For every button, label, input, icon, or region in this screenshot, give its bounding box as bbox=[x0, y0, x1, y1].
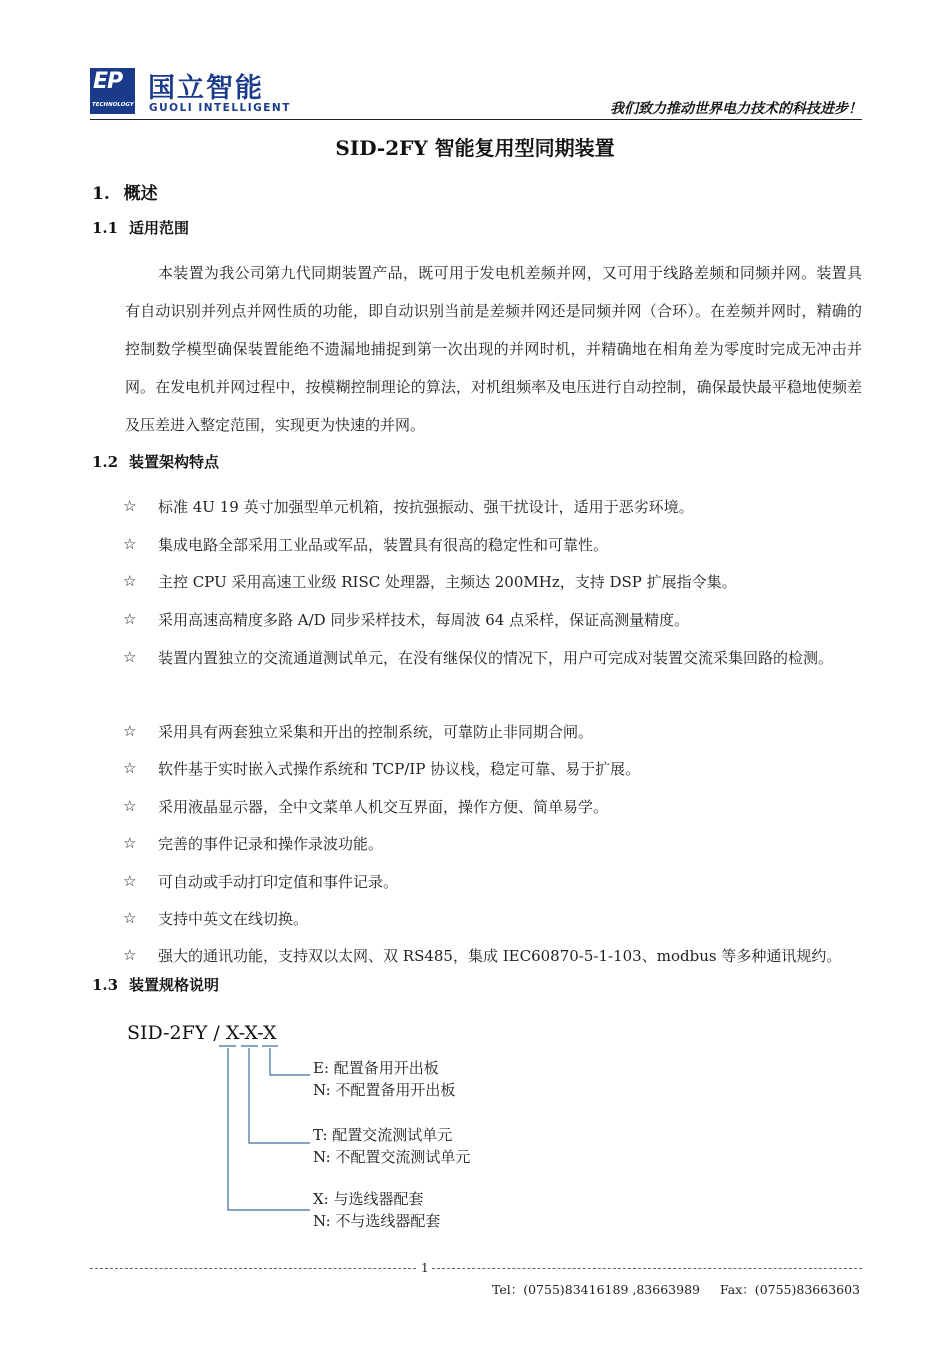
star-bullet-icon: ☆ bbox=[123, 946, 137, 964]
feature-text: 装置内置独立的交流通道测试单元，在没有继保仪的情况下，用户可完成对装置交流采集回路的检测。 bbox=[158, 649, 834, 667]
star-bullet-icon: ☆ bbox=[123, 797, 137, 815]
section-number: 1.3 bbox=[92, 976, 119, 994]
contact-info bbox=[492, 1280, 860, 1298]
star-bullet-icon: ☆ bbox=[123, 535, 137, 553]
option-n-test: N: 不配置交流测试单元 bbox=[313, 1148, 471, 1166]
company-logo bbox=[90, 68, 290, 116]
section-number: 1.1 bbox=[92, 219, 119, 237]
contact-tel: Tel：(0755)83416189 ,83663989 bbox=[491, 1282, 700, 1297]
section-1-heading bbox=[92, 179, 158, 204]
star-bullet-icon: ☆ bbox=[123, 497, 137, 515]
header-divider bbox=[90, 119, 862, 120]
paragraph-text: 本装置为我公司第九代同期装置产品，既可用于发电机差频并网，又可用于线路差频和同频并网。装置具有自动识别并列点并网性质的功能，即自动识别当前是差频并网还是同频并网（合环）。在差频并网时，精确的控制数学模型确保装置能绝不遗漏地捕捉到第一次出现的并网时机，并精确地在相角差为零度时完成无冲击并网。在发电机并网过程中，按模糊控制理论的算法，对机组频率及电压进行自动控制，确保最快最平稳地使频差及压差进入整定范围，实现更为快速的并网。 bbox=[125, 264, 862, 434]
feature-text: 支持中英文在线切换。 bbox=[158, 910, 309, 928]
footer-divider-right bbox=[432, 1268, 862, 1269]
option-n-selector: N: 不与选线器配套 bbox=[313, 1212, 441, 1230]
feature-text: 采用具有两套独立采集和开出的控制系统，可靠防止非同期合闸。 bbox=[158, 723, 594, 741]
option-e: E: 配置备用开出板 bbox=[313, 1059, 439, 1077]
feature-text: 标准 4U 19 英寸加强型单元机箱，按抗强振动、强干扰设计，适用于恶劣环境。 bbox=[158, 498, 694, 516]
document-title: SID-2FY 智能复用型同期装置 bbox=[335, 136, 615, 160]
section-title: 装置规格说明 bbox=[129, 976, 220, 994]
model-code: SID-2FY / X-X-X bbox=[127, 1022, 277, 1044]
brand-name-en: GUOLI INTELLIGENT bbox=[149, 102, 291, 114]
star-bullet-icon: ☆ bbox=[123, 759, 137, 777]
footer-divider-left bbox=[90, 1268, 416, 1269]
section-title: 装置架构特点 bbox=[129, 453, 220, 471]
section-1-2-heading bbox=[92, 451, 219, 472]
star-bullet-icon: ☆ bbox=[123, 834, 137, 852]
feature-text: 采用高速高精度多路 A/D 同步采样技术，每周波 64 点采样，保证高测量精度。 bbox=[158, 611, 690, 629]
contact-fax: Fax：(0755)83663603 bbox=[719, 1282, 860, 1297]
section-1-3-heading bbox=[92, 974, 219, 995]
star-bullet-icon: ☆ bbox=[123, 872, 137, 890]
connector-x-option bbox=[228, 1048, 310, 1210]
feature-text: 集成电路全部采用工业品或军品，装置具有很高的稳定性和可靠性。 bbox=[158, 536, 609, 554]
connector-t-option bbox=[249, 1048, 310, 1143]
brand-name-cn: 国立智能 bbox=[148, 73, 264, 104]
feature-text: 采用液晶显示器，全中文菜单人机交互界面，操作方便、简单易学。 bbox=[158, 798, 609, 816]
star-bullet-icon: ☆ bbox=[123, 610, 137, 628]
feature-text: 主控 CPU 采用高速工业级 RISC 处理器，主频达 200MHz，支持 DSP 扩展指令集。 bbox=[158, 573, 737, 591]
feature-text: 软件基于实时嵌入式操作系统和 TCP/IP 协议栈，稳定可靠、易于扩展。 bbox=[158, 760, 641, 778]
section-number: 1. bbox=[92, 184, 110, 204]
star-bullet-icon: ☆ bbox=[123, 909, 137, 927]
option-n-backup: N: 不配置备用开出板 bbox=[313, 1081, 456, 1099]
star-bullet-icon: ☆ bbox=[123, 572, 137, 590]
feature-text: 强大的通讯功能，支持双以太网、双 RS485，集成 IEC60870-5-1-103、modbus 等多种通讯规约。 bbox=[158, 947, 842, 965]
connector-e-option bbox=[270, 1048, 310, 1075]
section-title: 概述 bbox=[123, 184, 158, 204]
company-slogan: 我们致力推动世界电力技术的科技进步！ bbox=[610, 101, 862, 117]
ep-logo-subtext: TECHNOLOGY bbox=[92, 102, 134, 108]
section-number: 1.2 bbox=[92, 453, 119, 471]
feature-text: 完善的事件记录和操作录波功能。 bbox=[158, 835, 384, 853]
section-title: 适用范围 bbox=[129, 219, 190, 237]
option-x: X: 与选线器配套 bbox=[313, 1190, 424, 1208]
star-bullet-icon: ☆ bbox=[123, 648, 137, 666]
scope-paragraph bbox=[125, 254, 862, 444]
section-1-1-heading bbox=[92, 217, 189, 238]
ep-logo-text: EP bbox=[93, 69, 123, 94]
star-bullet-icon: ☆ bbox=[123, 722, 137, 740]
feature-text: 可自动或手动打印定值和事件记录。 bbox=[158, 873, 399, 891]
page-number: 1 bbox=[421, 1261, 429, 1275]
option-t: T: 配置交流测试单元 bbox=[313, 1126, 453, 1144]
ep-logo-mark bbox=[90, 68, 135, 114]
